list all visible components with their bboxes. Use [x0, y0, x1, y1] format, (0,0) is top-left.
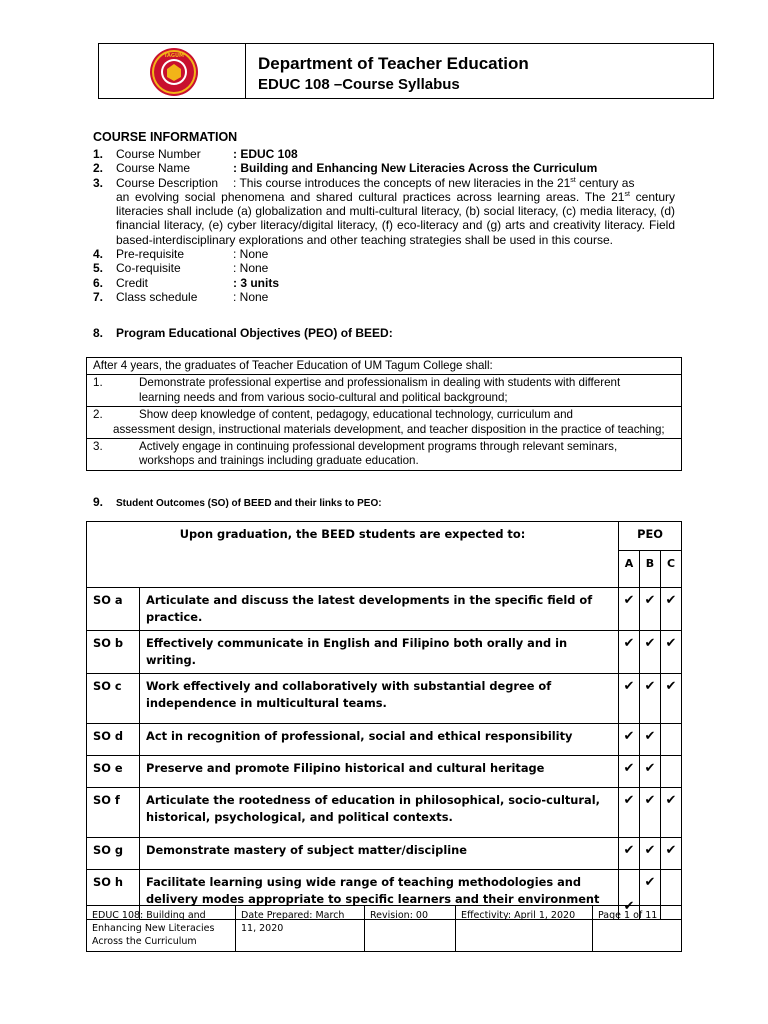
so-description: Preserve and promote Filipino historical and cultural heritage [140, 756, 619, 788]
check-icon: ✔ [640, 870, 661, 920]
empty-check-cell [661, 756, 682, 788]
course-description-row [93, 176, 675, 190]
table-row [87, 631, 682, 674]
footer-course: EDUC 108: Building and Enhancing New Literacies Across the Curriculum [87, 906, 236, 952]
peo-title: Program Educational Objectives (PEO) of BEED: [116, 326, 393, 340]
prerequisite-row [93, 247, 675, 261]
credit-value: : 3 units [233, 275, 280, 290]
course-name-row [93, 161, 675, 175]
document-title: Department of Teacher Education [258, 54, 529, 73]
so-description: Articulate the rootedness of education in philosophical, socio-cultural, historical, psychological, and political contexts. [140, 788, 619, 838]
peo-col-a: A [619, 551, 640, 588]
table-row [87, 838, 682, 870]
table-row [87, 588, 682, 631]
check-icon: ✔ [661, 674, 682, 724]
peo-col-b: B [640, 551, 661, 588]
course-info-list [93, 147, 675, 304]
item-label: Co-requisite [116, 261, 181, 276]
course-info-heading: COURSE INFORMATION [93, 130, 238, 144]
peo-column-header: PEO [619, 522, 682, 551]
peo-item-text-cont: workshops and trainings including graduate education. [139, 454, 419, 468]
logo-cell [99, 44, 246, 98]
table-row [87, 724, 682, 756]
footer-effectivity: Effectivity: April 1, 2020 [456, 906, 593, 952]
peo-col-c: C [661, 551, 682, 588]
so-code: SO b [87, 631, 140, 674]
footer-date-prepared: Date Prepared: March 11, 2020 [236, 906, 365, 952]
check-icon: ✔ [619, 838, 640, 870]
item-label: Course Description [116, 175, 219, 190]
item-number: 2. [93, 161, 104, 176]
item-number: 7. [93, 289, 104, 304]
so-table-header-row [87, 522, 682, 551]
check-icon: ✔ [640, 588, 661, 631]
check-icon: ✔ [661, 838, 682, 870]
item-number: 4. [93, 247, 104, 262]
peo-item [87, 406, 681, 438]
so-description: Work effectively and collaboratively with substantial degree of independence in multicultural teams. [140, 674, 619, 724]
check-icon: ✔ [661, 588, 682, 631]
footer-page-number: Page 1 of 11 [593, 906, 682, 952]
check-icon: ✔ [640, 631, 661, 674]
check-icon: ✔ [619, 631, 640, 674]
footer-row [87, 906, 682, 952]
peo-item-text-cont: learning needs and from various socio-cultural and political background; [139, 390, 508, 404]
course-description-value: : This course introduces the concepts of new literacies in the 21st century as [233, 175, 635, 190]
peo-item-text-cont: assessment design, instructional materials development, and teacher disposition in the practice of teaching; [113, 422, 665, 436]
item-label: Pre-requisite [116, 247, 185, 262]
check-icon: ✔ [619, 724, 640, 756]
check-icon: ✔ [640, 724, 661, 756]
check-icon: ✔ [619, 788, 640, 838]
peo-table [86, 357, 682, 471]
so-code: SO c [87, 674, 140, 724]
so-heading [93, 495, 382, 509]
so-code: SO h [87, 870, 140, 920]
peo-number: 8. [93, 326, 104, 340]
check-icon: ✔ [661, 631, 682, 674]
table-row [87, 788, 682, 838]
course-number-value: : EDUC 108 [233, 147, 298, 161]
item-label: Class schedule [116, 289, 198, 304]
item-number: 6. [93, 275, 104, 290]
peo-item-number: 2. [93, 408, 103, 422]
peo-item-text: Actively engage in continuing professional development programs through relevant seminars, [139, 440, 618, 454]
peo-item-text: Show deep knowledge of content, pedagogy, educational technology, curriculum and [139, 408, 573, 422]
item-number: 5. [93, 261, 104, 276]
page-footer [86, 905, 682, 952]
item-label: Course Name [116, 161, 191, 176]
item-label: Course Number [116, 147, 201, 161]
table-row [87, 674, 682, 724]
peo-item-text: Demonstrate professional expertise and professionalism in dealing with students with different [139, 376, 621, 390]
prerequisite-value: : None [233, 247, 269, 262]
course-number-row [93, 147, 675, 161]
so-description: Facilitate learning using wide range of teaching methodologies and delivery modes appropriate to specific learners and their environment [140, 870, 619, 920]
so-description: Demonstrate mastery of subject matter/discipline [140, 838, 619, 870]
item-label: Credit [116, 275, 149, 290]
check-icon: ✔ [640, 674, 661, 724]
corequisite-row [93, 261, 675, 275]
document-subtitle: EDUC 108 –Course Syllabus [258, 76, 460, 93]
class-schedule-row [93, 290, 675, 304]
peo-item [87, 438, 681, 470]
course-description-continuation: an evolving social phenomena and shared cultural practices across learning areas. The 21st century literacies shall include (a) globalization and multi-cultural literacy, (b) social literacy, (c) media literacy, (d) financial literacy, (e) cyber literacy/digital literacy, (f) eco-literacy and (g) arts and creativity literacy. Field based-interdisciplinary explorations and other teaching strategies shall be used in this course. [116, 189, 675, 247]
check-icon: ✔ [640, 788, 661, 838]
check-icon: ✔ [661, 788, 682, 838]
corequisite-value: : None [233, 261, 269, 276]
peo-item [87, 374, 681, 406]
peo-heading [93, 326, 393, 340]
class-schedule-value: : None [233, 289, 269, 304]
check-icon: ✔ [619, 870, 640, 920]
peo-item-number: 1. [93, 376, 103, 390]
document-header [98, 43, 714, 99]
check-icon: ✔ [640, 838, 661, 870]
course-name-value: : Building and Enhancing New Literacies Across the Curriculum [233, 161, 598, 176]
item-number: 3. [93, 175, 104, 190]
footer-revision: Revision: 00 [365, 906, 456, 952]
so-table-header: Upon graduation, the BEED students are expected to: [87, 522, 619, 588]
check-icon: ✔ [640, 756, 661, 788]
peo-intro: After 4 years, the graduates of Teacher Education of UM Tagum College shall: [93, 359, 493, 372]
so-code: SO e [87, 756, 140, 788]
peo-item-number: 3. [93, 440, 103, 454]
college-seal-icon [149, 47, 199, 97]
so-code: SO a [87, 588, 140, 631]
check-icon: ✔ [619, 588, 640, 631]
item-number: 1. [93, 147, 104, 161]
so-description: Act in recognition of professional, social and ethical responsibility [140, 724, 619, 756]
check-icon: ✔ [619, 756, 640, 788]
table-row [87, 756, 682, 788]
svg-text:TAGUM: TAGUM [163, 53, 185, 59]
so-number: 9. [93, 495, 104, 509]
so-code: SO d [87, 724, 140, 756]
so-code: SO f [87, 788, 140, 838]
so-description: Effectively communicate in English and Filipino both orally and in writing. [140, 631, 619, 674]
so-description: Articulate and discuss the latest developments in the specific field of practice. [140, 588, 619, 631]
so-code: SO g [87, 838, 140, 870]
credit-row [93, 276, 675, 290]
so-title: Student Outcomes (SO) of BEED and their links to PEO: [116, 498, 382, 509]
so-table [86, 521, 682, 920]
check-icon: ✔ [619, 674, 640, 724]
empty-check-cell [661, 724, 682, 756]
